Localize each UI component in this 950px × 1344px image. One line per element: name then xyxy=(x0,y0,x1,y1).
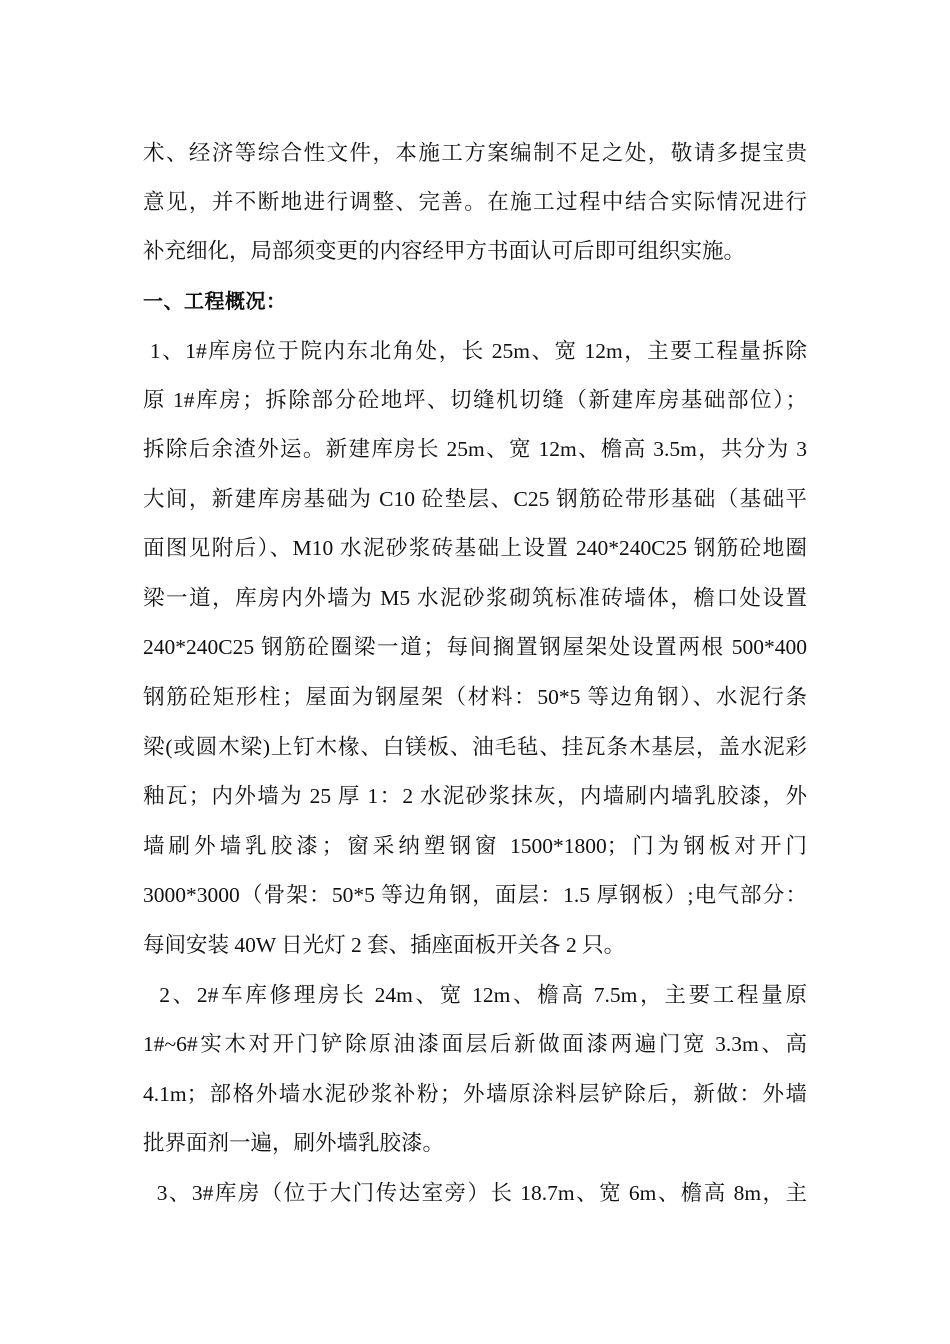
paragraph-line: 梁(或圆木梁)上钉木椽、白镁板、油毛毡、挂瓦条木基层，盖水泥彩 xyxy=(143,735,807,759)
paragraph-line: 3000*3000（骨架：50*5 等边角钢，面层：1.5 厚钢板）;电气部分： xyxy=(143,883,807,907)
paragraph-line: 拆除后余渣外运。新建库房长 25m、宽 12m、檐高 3.5m，共分为 3 xyxy=(143,437,807,461)
paragraph-line: 每间安装 40W 日光灯 2 套、插座面板开关各 2 只。 xyxy=(143,933,626,957)
paragraph-line: 补充细化，局部须变更的内容经甲方书面认可后即可组织实施。 xyxy=(143,239,746,263)
paragraph-line: 釉瓦；内外墙为 25 厚 1：2 水泥砂浆抹灰，内墙刷内墙乳胶漆，外 xyxy=(143,784,807,808)
paragraph-line: 4.1m；部格外墙水泥砂浆补粉；外墙原涂料层铲除后，新做：外墙 xyxy=(143,1082,807,1106)
paragraph-line: 批界面剂一遍，刷外墙乳胶漆。 xyxy=(143,1131,445,1155)
paragraph-line: 原 1#库房；拆除部分砼地坪、切缝机切缝（新建库房基础部位）； xyxy=(143,388,807,412)
paragraph-line: 术、经济等综合性文件，本施工方案编制不足之处，敬请多提宝贵 xyxy=(143,141,807,165)
paragraph-line: 钢筋砼矩形柱；屋面为钢屋架（材料：50*5 等边角钢）、水泥行条 xyxy=(143,685,807,709)
paragraph-line: 1#~6#实木对开门铲除原油漆面层后新做面漆两遍门宽 3.3m、高 xyxy=(143,1032,807,1056)
paragraph-line: 2、2#车库修理房长 24m、宽 12m、檐高 7.5m，主要工程量原 xyxy=(143,983,807,1007)
paragraph-line: 面图见附后）、M10 水泥砂浆砖基础上设置 240*240C25 钢筋砼地圈 xyxy=(143,536,807,560)
paragraph-line: 墙刷外墙乳胶漆；窗采纳塑钢窗 1500*1800；门为钢板对开门 xyxy=(143,834,807,858)
paragraph-line: 大间，新建库房基础为 C10 砼垫层、C25 钢筋砼带形基础（基础平 xyxy=(143,487,807,511)
paragraph-line: 3、3#库房（位于大门传达室旁）长 18.7m、宽 6m、檐高 8m，主 xyxy=(143,1181,807,1205)
paragraph-line: 意见，并不断地进行调整、完善。在施工过程中结合实际情况进行 xyxy=(143,190,807,214)
paragraph-line: 1、1#库房位于院内东北角处，长 25m、宽 12m，主要工程量拆除 xyxy=(143,339,807,363)
section-heading: 一、工程概况： xyxy=(143,289,287,313)
paragraph-line: 240*240C25 钢筋砼圈梁一道；每间搁置钢屋架处设置两根 500*400 xyxy=(143,635,807,659)
paragraph-line: 梁一道，库房内外墙为 M5 水泥砂浆砌筑标准砖墙体，檐口处设置 xyxy=(143,586,807,610)
